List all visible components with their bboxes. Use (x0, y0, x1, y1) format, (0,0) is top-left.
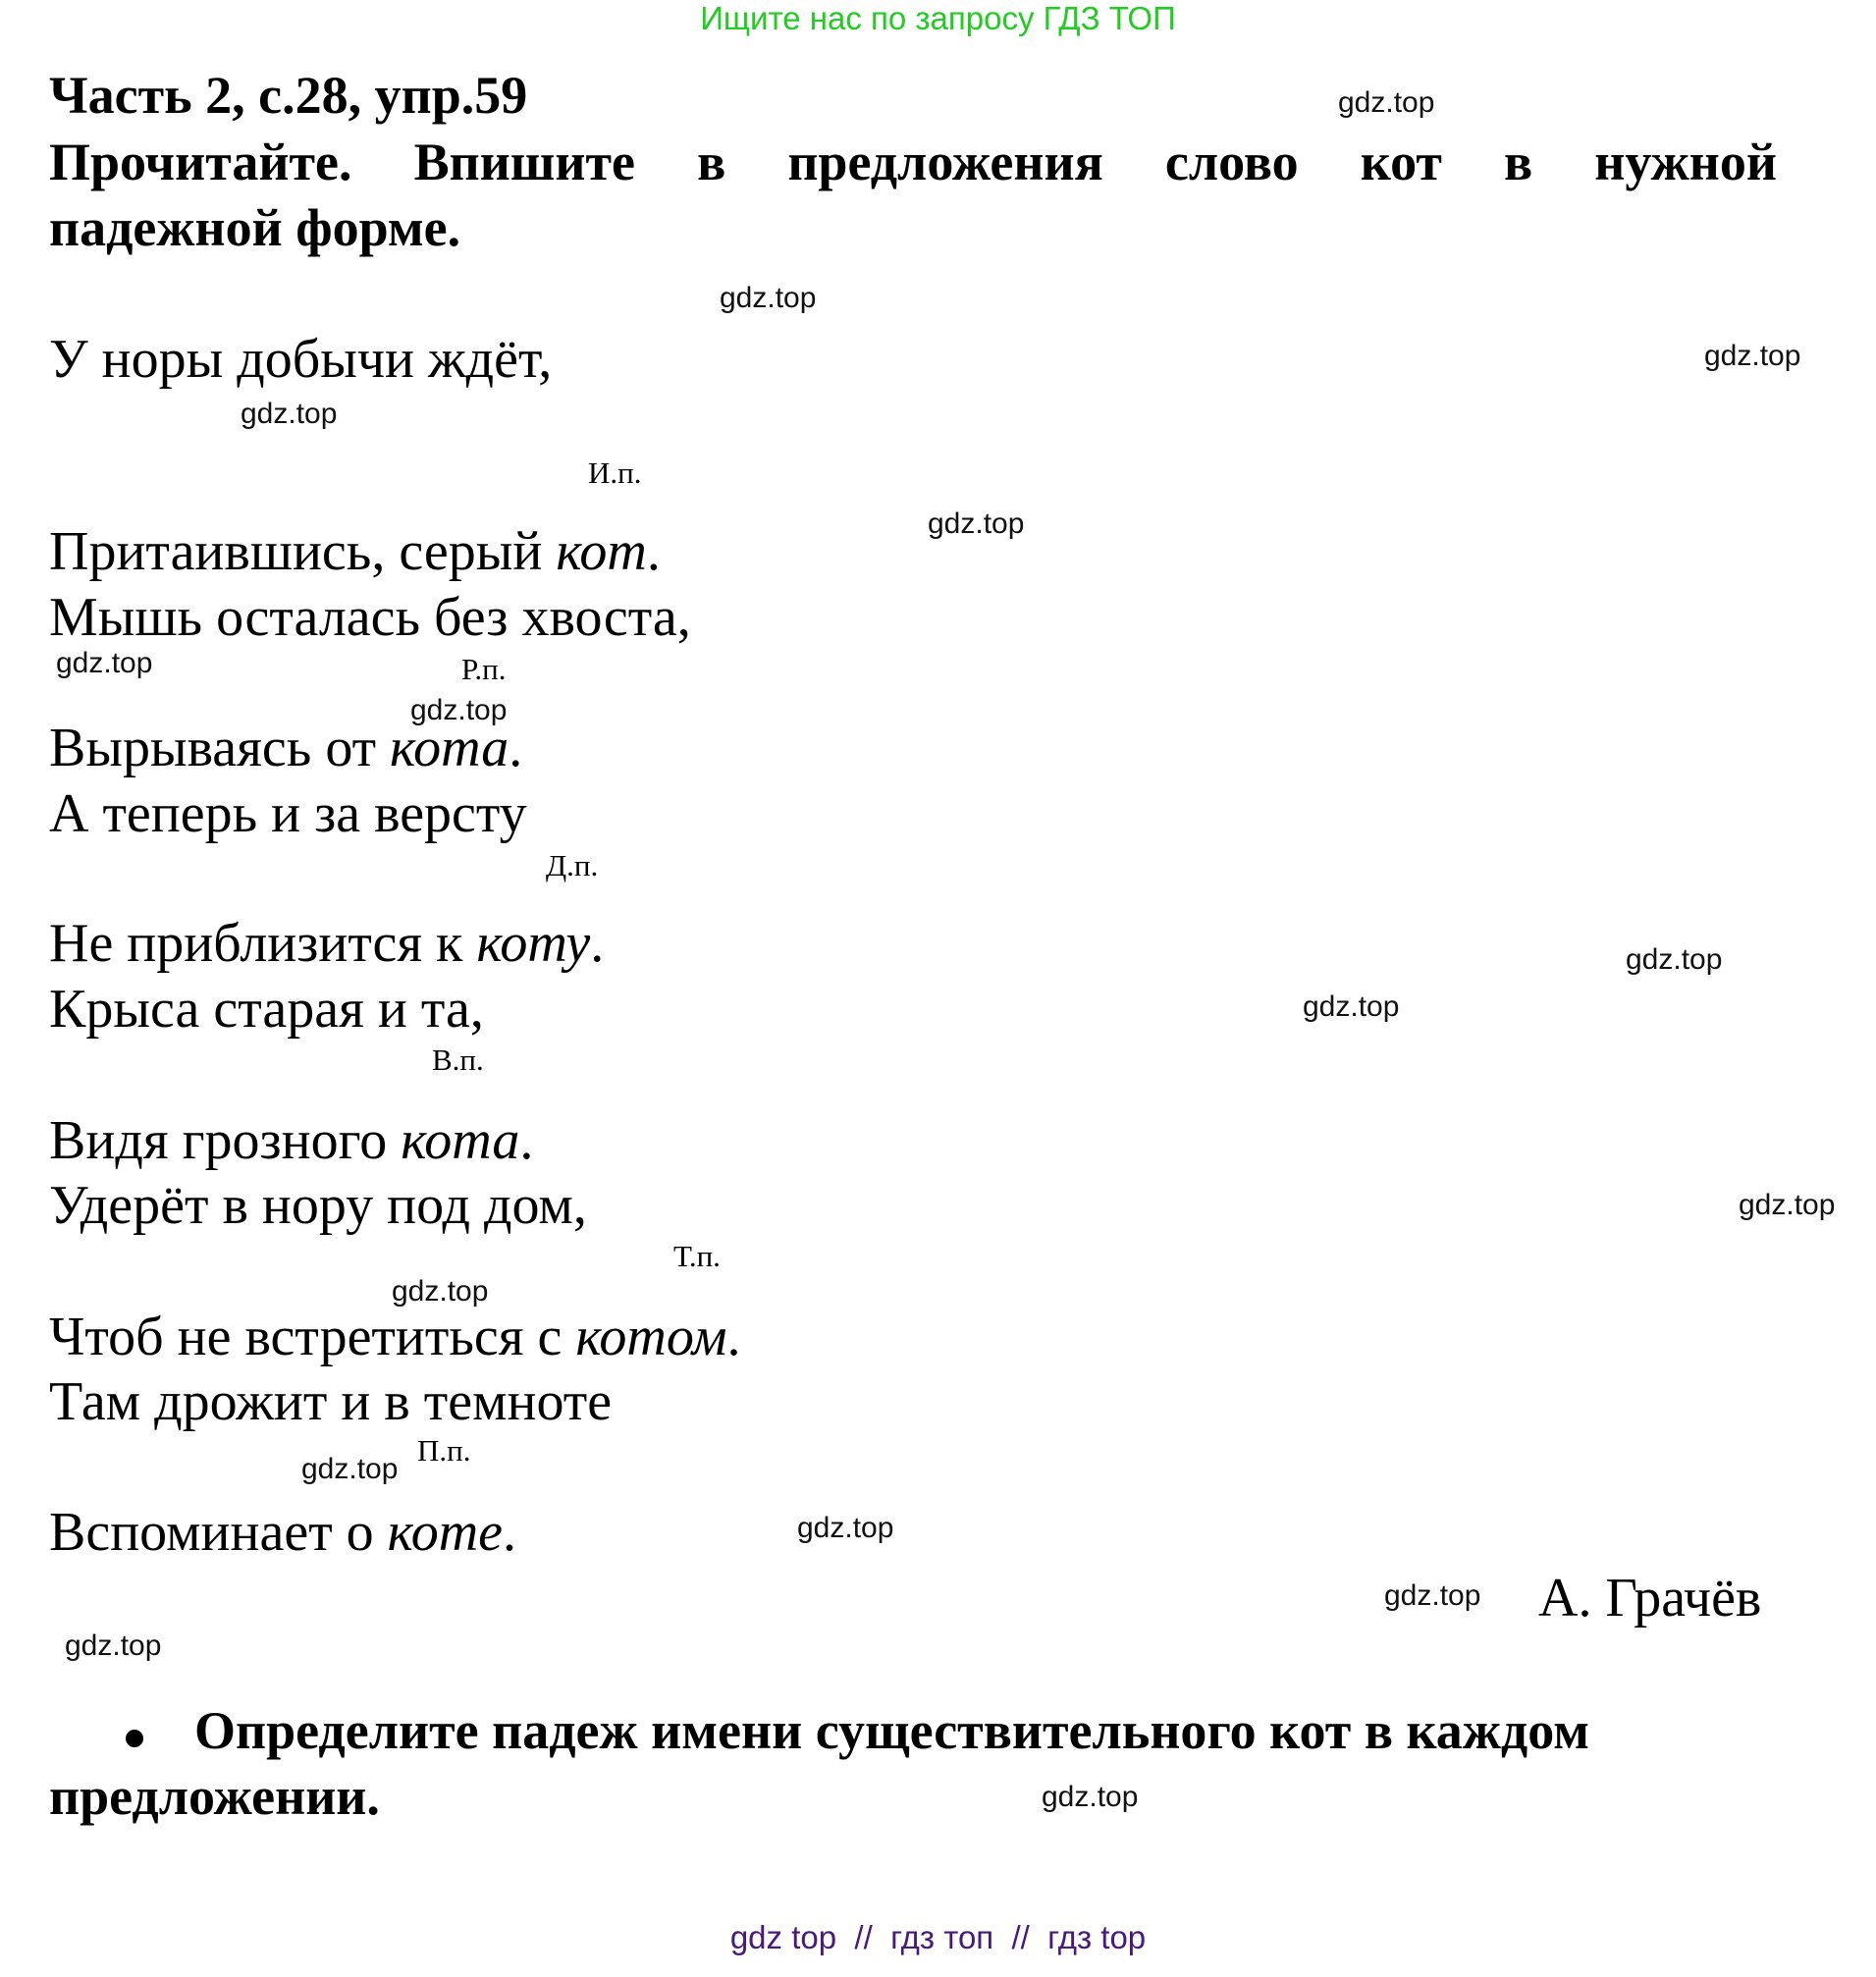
instruction-word: слово (1164, 133, 1299, 191)
search-banner: Ищите нас по запросу ГДЗ ТОП (700, 0, 1176, 36)
watermark: gdz.top (1303, 990, 1400, 1023)
watermark: gdz.top (301, 1453, 399, 1485)
poem-line: А теперь и за версту (49, 783, 527, 844)
case-label: П.п. (417, 1433, 471, 1468)
exercise-title: Часть 2, с.28, упр.59 (49, 66, 528, 125)
poem-line: Притаившись, серый кот. (49, 521, 661, 582)
poem-line: Удерёт в нору под дом, (49, 1175, 587, 1236)
watermark: gdz.top (1704, 340, 1801, 372)
kot-word: коту (476, 913, 591, 974)
watermark: gdz.top (410, 694, 508, 726)
task-line-2: предложении. (49, 1767, 380, 1826)
footer-links: gdz top // гдз топ // гдз top (729, 1919, 1147, 1955)
watermark: gdz.top (56, 647, 153, 679)
poem-line: У норы добычи ждёт, (49, 329, 553, 390)
task-line-1: Определите падеж имени существительного кот в каждом (194, 1701, 1590, 1760)
instruction-word: в (1503, 133, 1533, 191)
poem-line: Не приблизится к коту. (49, 913, 605, 974)
watermark: gdz.top (928, 508, 1025, 540)
kot-word: кота (401, 1110, 520, 1171)
watermark: gdz.top (392, 1275, 489, 1308)
kot-word: коте (387, 1502, 504, 1563)
watermark: gdz.top (1384, 1579, 1481, 1612)
poem-author: А. Грачёв (1538, 1568, 1762, 1629)
watermark: gdz.top (720, 282, 817, 314)
kot-word: кот (556, 521, 647, 582)
case-label: Т.п. (673, 1239, 721, 1273)
bullet-icon (126, 1730, 143, 1747)
case-label: В.п. (432, 1042, 484, 1077)
instruction-line-1 (49, 132, 1777, 192)
watermark: gdz.top (65, 1630, 162, 1662)
instruction-word: Прочитайте. (49, 133, 352, 191)
poem-line: Видя грозного кота. (49, 1110, 534, 1171)
poem-line: Там дрожит и в темноте (49, 1371, 613, 1432)
watermark: gdz.top (797, 1512, 894, 1544)
poem-line: Чтоб не встретиться с котом. (49, 1307, 741, 1367)
poem-line: Вспоминает о коте. (49, 1502, 517, 1563)
instruction-word: предложения (787, 133, 1103, 191)
poem-line: Мышь осталась без хвоста, (49, 587, 691, 648)
instruction-word: нужной (1594, 133, 1777, 191)
poem-line: Крыса старая и та, (49, 979, 484, 1040)
watermark: gdz.top (241, 398, 338, 430)
watermark: gdz.top (1739, 1189, 1836, 1221)
watermark: gdz.top (1042, 1781, 1139, 1813)
kot-word: кота (390, 718, 509, 778)
case-label: Р.п. (461, 652, 507, 686)
case-label: И.п. (588, 455, 642, 490)
watermark: gdz.top (1626, 943, 1723, 976)
instruction-word: Впишите (413, 133, 636, 191)
instruction-word: кот (1360, 133, 1442, 191)
instruction-line-2: падежной форме. (49, 198, 461, 257)
case-label: Д.п. (546, 848, 599, 882)
watermark: gdz.top (1338, 86, 1435, 119)
poem-line: Вырываясь от кота. (49, 718, 523, 778)
instruction-word: в (697, 133, 726, 191)
kot-word: котом (575, 1307, 727, 1367)
